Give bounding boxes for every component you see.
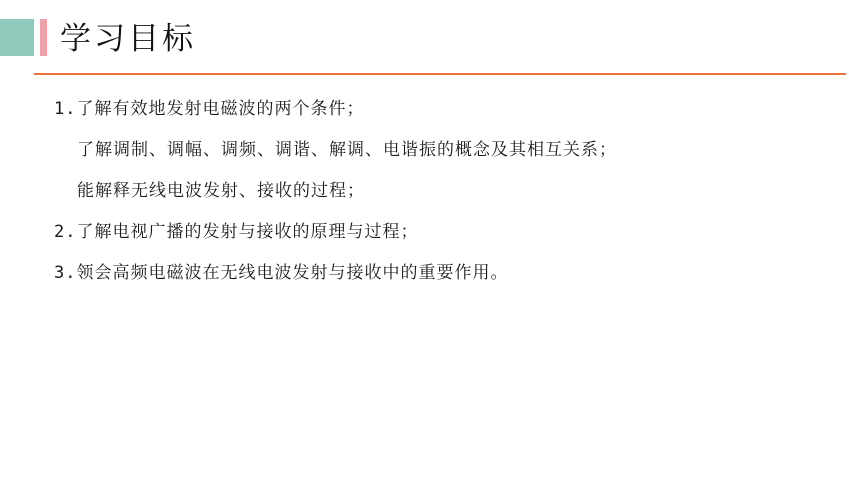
title-divider [34, 73, 846, 75]
objective-3: 3.领会高频电磁波在无线电波发射与接收中的重要作用。 [54, 263, 509, 283]
slide-title: 学习目标 [60, 21, 196, 57]
objective-2: 2.了解电视广播的发射与接收的原理与过程； [54, 222, 419, 242]
objective-1: 1.了解有效地发射电磁波的两个条件； [54, 99, 365, 119]
objective-1-detail-b: 能解释无线电波发射、接收的过程； [77, 181, 365, 201]
objectives-list [54, 96, 834, 301]
title-accent-bar [40, 19, 47, 56]
title-accent-block [0, 19, 34, 56]
objective-1-detail-a: 了解调制、调幅、调频、调谐、解调、电谐振的概念及其相互关系； [77, 140, 617, 160]
